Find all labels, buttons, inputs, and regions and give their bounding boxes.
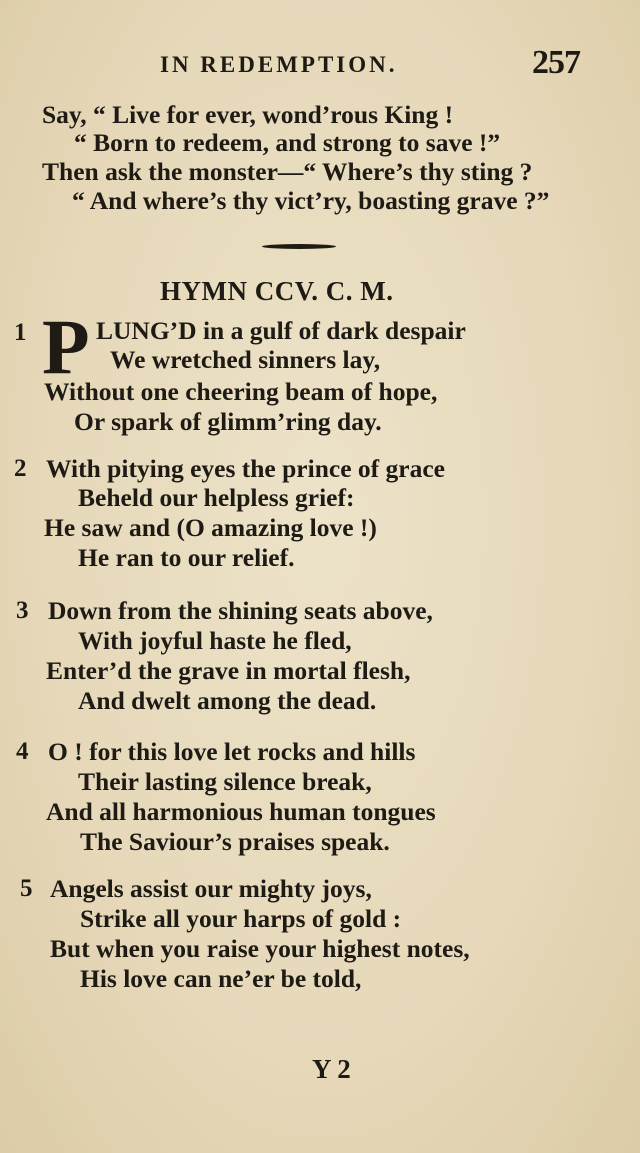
stanza-number: 4 (16, 738, 29, 765)
stanza-line: We wretched sinners lay, (110, 345, 381, 374)
stanza-line: Enter’d the grave in mortal flesh, (46, 656, 411, 685)
prev-stanza-line: Say, “ Live for ever, wond’rous King ! (42, 100, 454, 129)
stanza-line: He ran to our relief. (78, 543, 295, 572)
stanza-line: And dwelt among the dead. (78, 686, 377, 715)
stanza-line: O ! for this love let rocks and hills (48, 737, 416, 766)
stanza-line: With joyful haste he fled, (78, 626, 352, 655)
stanza-line: But when you raise your highest notes, (50, 934, 470, 963)
section-rule (262, 244, 336, 249)
stanza-line: His love can ne’er be told, (80, 964, 362, 993)
signature-mark: Y 2 (312, 1054, 351, 1084)
stanza-line: Down from the shining seats above, (48, 596, 433, 625)
drop-cap: P (42, 303, 90, 390)
stanza-line: Angels assist our mighty joys, (50, 874, 372, 903)
stanza-line: Without one cheering beam of hope, (44, 377, 438, 406)
stanza-line: LUNG’D in a gulf of dark despair (96, 316, 466, 345)
stanza-line: Or spark of glimm’ring day. (74, 407, 382, 436)
stanza-number: 3 (16, 597, 29, 624)
page-number: 257 (532, 44, 580, 81)
stanza-number: 5 (20, 875, 33, 902)
hymn-title: HYMN CCV. C. M. (160, 276, 394, 306)
stanza-line: He saw and (O amazing love !) (44, 513, 377, 542)
prev-stanza-line: “ Born to redeem, and strong to save !” (74, 128, 501, 157)
prev-stanza-line: Then ask the monster—“ Where’s thy sting ? (42, 157, 533, 186)
running-head: IN REDEMPTION. (160, 52, 398, 77)
stanza-line: Their lasting silence break, (78, 767, 372, 796)
stanza-line: Beheld our helpless grief: (78, 483, 355, 512)
stanza-line: With pitying eyes the prince of grace (46, 454, 445, 483)
stanza-line: And all harmonious human tongues (46, 797, 436, 826)
stanza-number: 2 (14, 455, 27, 482)
prev-stanza-line: “ And where’s thy vict’ry, boasting grave ?” (72, 186, 550, 215)
stanza-number: 1 (14, 319, 27, 346)
stanza-line: The Saviour’s praises speak. (80, 827, 390, 856)
stanza-line: Strike all your harps of gold : (80, 904, 402, 933)
